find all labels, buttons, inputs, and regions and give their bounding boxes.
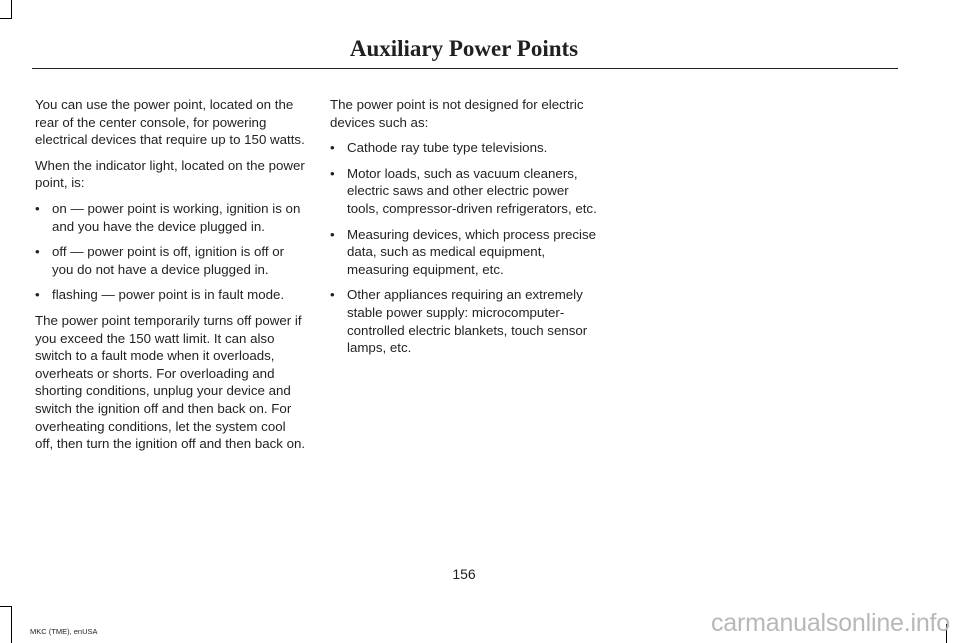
indicator-list	[35, 200, 307, 304]
footer-model-code: MKC (TME), enUSA	[30, 627, 98, 636]
list-item	[35, 243, 307, 278]
list-item	[330, 139, 602, 157]
bullet-glyph: •	[35, 200, 40, 216]
header-rule	[32, 68, 898, 69]
intro-paragraph: You can use the power point, located on the rear of the center console, for powering electrical devices that require up to 150 watts.	[35, 97, 305, 148]
bullet-glyph: •	[35, 244, 40, 260]
devices-list	[330, 139, 602, 357]
closing-paragraph: The power point temporarily turns off power if you exceed the 150 watt limit. It can also switch to a fault mode when it overloads, overheats or shorts. For overloading and shorting conditions, unplug your device and switch the ignition off and then back on. For overheating conditions, let the system cool off, then turn the ignition off and then back on.	[35, 312, 306, 452]
list-item-text: Motor loads, such as vacuum cleaners, electric saws and other electric power tools, compressor-driven refrigerators, etc.	[347, 165, 597, 216]
bullet-glyph: •	[330, 140, 335, 156]
bullet-glyph: •	[330, 226, 335, 242]
watermark: carmanualsonline.info	[710, 609, 950, 637]
crop-mark-bottom-left-vertical	[11, 606, 12, 643]
bullet-glyph: •	[330, 287, 335, 303]
crop-mark-bottom-left-horizontal	[0, 606, 12, 607]
crop-mark-top-left-horizontal	[0, 18, 12, 19]
list-item-text: Cathode ray tube type televisions.	[347, 140, 548, 156]
list-item	[35, 200, 307, 235]
crop-mark-top-left-vertical	[11, 0, 12, 18]
bullet-glyph: •	[35, 287, 40, 303]
list-item-text: Measuring devices, which process precise data, such as medical equipment, measuring equipment, etc.	[347, 226, 597, 277]
devices-intro-paragraph: The power point is not designed for electric devices such as:	[330, 97, 584, 130]
page-number: 156	[452, 566, 476, 582]
indicator-intro-paragraph: When the indicator light, located on the power point, is:	[35, 157, 305, 191]
list-item	[35, 286, 307, 304]
list-item	[330, 226, 602, 279]
list-item	[330, 165, 602, 218]
list-item-text: Other appliances requiring an extremely stable power supply: microcomputer-controlled electric blankets, touch sensor lamps, etc.	[347, 287, 588, 356]
left-column	[35, 96, 307, 461]
bullet-glyph: •	[330, 165, 335, 181]
list-item-text: flashing — power point is in fault mode.	[52, 287, 285, 303]
list-item-text: on — power point is working, ignition is on and you have the device plugged in.	[52, 200, 301, 234]
list-item	[330, 286, 602, 356]
list-item-text: off — power point is off, ignition is off or you do not have a device plugged in.	[52, 244, 285, 277]
page-title: Auxiliary Power Points	[349, 36, 579, 61]
middle-column	[330, 96, 602, 365]
